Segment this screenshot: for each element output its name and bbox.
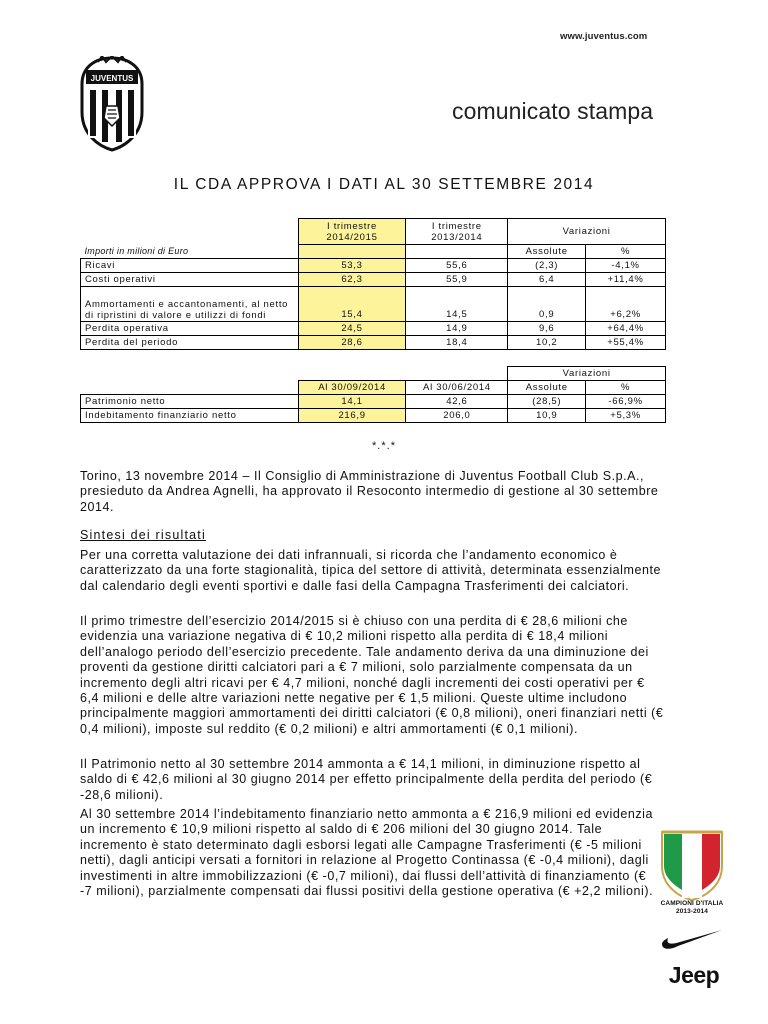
cell-current: 24,5 xyxy=(298,322,406,336)
cell-percent: +11,4% xyxy=(586,273,666,287)
table-row xyxy=(81,395,666,409)
cell-previous: 18,4 xyxy=(406,336,508,350)
header-previous-period: I trimestre 2013/2014 xyxy=(406,219,508,245)
cell-percent: -66,9% xyxy=(586,395,666,409)
italy-label-line2: 2013-2014 xyxy=(676,908,708,915)
cell-percent: +6,2% xyxy=(586,287,666,322)
amounts-note: Importi in milioni di Euro xyxy=(84,246,189,257)
table-row xyxy=(81,287,666,322)
row-label: Perdita del periodo xyxy=(81,336,299,350)
table-row xyxy=(81,409,666,423)
row-label: Costi operativi xyxy=(81,273,299,287)
cell-current: 53,3 xyxy=(298,259,406,273)
row-label: Patrimonio netto xyxy=(81,395,299,409)
header-current-period: I trimestre 2014/2015 xyxy=(298,219,406,245)
paragraph-net-debt: Al 30 settembre 2014 l’indebitamento finanziario netto ammonta a € 216,9 milioni ed evidenzia un incremento € 10,9 milioni rispetto al saldo di € 206 milioni del 30 giugno 2014. Tale incremento è stato determinato dagli esborsi legati alle Campagne Trasferimenti (€ -5 milioni netti), dagli anticipi versati a fornitori in relazione al Progetto Continassa (€ -0,4 milioni), dagli investimenti in altre immobilizzazioni (€ -0,7 milioni), dai flussi dell’attività di finanziamento (€ -7 milioni), parzialmente compensati dai flussi positivi della gestione operativa (€ +2,2 milioni). xyxy=(80,807,654,899)
header-percent: % xyxy=(586,245,666,259)
header-percent: % xyxy=(586,381,666,395)
section-title: Sintesi dei risultati xyxy=(80,528,206,542)
header-absolute: Assolute xyxy=(508,381,586,395)
cell-current: 14,1 xyxy=(298,395,406,409)
cell-percent: +5,3% xyxy=(586,409,666,423)
cell-percent: -4,1% xyxy=(586,259,666,273)
cell-previous: 14,5 xyxy=(406,287,508,322)
table-row xyxy=(81,336,666,350)
cell-absolute: 6,4 xyxy=(508,273,586,287)
cell-previous: 206,0 xyxy=(406,409,508,423)
row-label: Perdita operativa xyxy=(81,322,299,336)
cell-absolute: 9,6 xyxy=(508,322,586,336)
header-variations: Variazioni xyxy=(508,367,666,381)
cell-current: 15,4 xyxy=(298,287,406,322)
cell-absolute: 10,2 xyxy=(508,336,586,350)
cell-previous: 55,9 xyxy=(406,273,508,287)
website-url: www.juventus.com xyxy=(560,31,648,42)
table-row xyxy=(81,273,666,287)
juventus-crest-logo xyxy=(78,56,146,152)
cell-current: 62,3 xyxy=(298,273,406,287)
cell-absolute: (28,5) xyxy=(508,395,586,409)
cell-percent: +64,4% xyxy=(586,322,666,336)
header-absolute: Assolute xyxy=(508,245,586,259)
crest-text: JUVENTUS xyxy=(90,74,134,83)
paragraph-equity: Il Patrimonio netto al 30 settembre 2014 ammonta a € 14,1 milioni, in diminuzione rispetto al saldo di € 42,6 milioni al 30 giugno 2014 per effetto principalmente della perdita del periodo (€ -28,6 milioni). xyxy=(80,757,653,802)
cell-absolute: (2,3) xyxy=(508,259,586,273)
paragraph-quarter-result: Il primo trimestre dell’esercizio 2014/2015 si è chiuso con una perdita di € 28,6 milioni che evidenzia una variazione negativa di € 10,2 milioni rispetto alla perdita di € 18,4 milioni dell’analogo periodo dell’esercizio precedente. Tale andamento deriva da una diminuzione dei proventi da gestione diritti calciatori pari a € 7 milioni, solo parzialmente compensata da un incremento degli altri ricavi per € 4,7 milioni, nonché dagli incrementi dei costi operativi per € 6,4 milioni e delle altre variazioni nette negative per € 1,5 milioni. Queste ultime includono principalmente maggiori ammortamenti dei diritti calciatori (€ 0,8 milioni), oneri finanziari netti (€ 0,4 milioni), imposte sul reddito (€ 0,2 milioni) e altri ammortamenti (€ 0,1 milioni). xyxy=(80,614,664,736)
income-table xyxy=(80,218,666,350)
cell-previous: 42,6 xyxy=(406,395,508,409)
row-label: Ricavi xyxy=(81,259,299,273)
jeep-logo: Jeep xyxy=(668,962,720,988)
table-row xyxy=(81,259,666,273)
cell-previous: 14,9 xyxy=(406,322,508,336)
header-current-date: Al 30/09/2014 xyxy=(298,381,406,395)
document-type: comunicato stampa xyxy=(452,98,654,124)
page-title: IL CDA APPROVA I DATI AL 30 SETTEMBRE 2014 xyxy=(173,176,595,193)
cell-current: 28,6 xyxy=(298,336,406,350)
cell-absolute: 0,9 xyxy=(508,287,586,322)
cell-previous: 55,6 xyxy=(406,259,508,273)
paragraph-seasonality: Per una corretta valutazione dei dati infrannuali, si ricorda che l’andamento economico è caratterizzato da una forte stagionalità, tipica del settore di attività, determinata essenzialmente dal calendario degli eventi sportivi e dalle fasi della Campagna Trasferimenti dei calciatori. xyxy=(80,548,661,593)
balance-table xyxy=(80,366,666,423)
row-label: Ammortamenti e accantonamenti, al netto di ripristini di valore e utilizzi di fondi xyxy=(81,287,299,322)
separator: *.*.* xyxy=(372,440,396,452)
intro-paragraph: Torino, 13 novembre 2014 – Il Consiglio di Amministrazione di Juventus Football Club S.p.A., presieduto da Andrea Agnelli, ha approvato il Resoconto intermedio di gestione al 30 settembre 2014. xyxy=(80,469,659,514)
row-label: Indebitamento finanziario netto xyxy=(81,409,299,423)
cell-percent: +55,4% xyxy=(586,336,666,350)
italy-label-line1: CAMPIONI D'ITALIA xyxy=(660,900,724,907)
header-previous-date: Al 30/06/2014 xyxy=(406,381,508,395)
header-variations: Variazioni xyxy=(508,219,666,245)
table-row xyxy=(81,322,666,336)
cell-current: 216,9 xyxy=(298,409,406,423)
nike-swoosh-logo xyxy=(660,928,724,952)
cell-absolute: 10,9 xyxy=(508,409,586,423)
